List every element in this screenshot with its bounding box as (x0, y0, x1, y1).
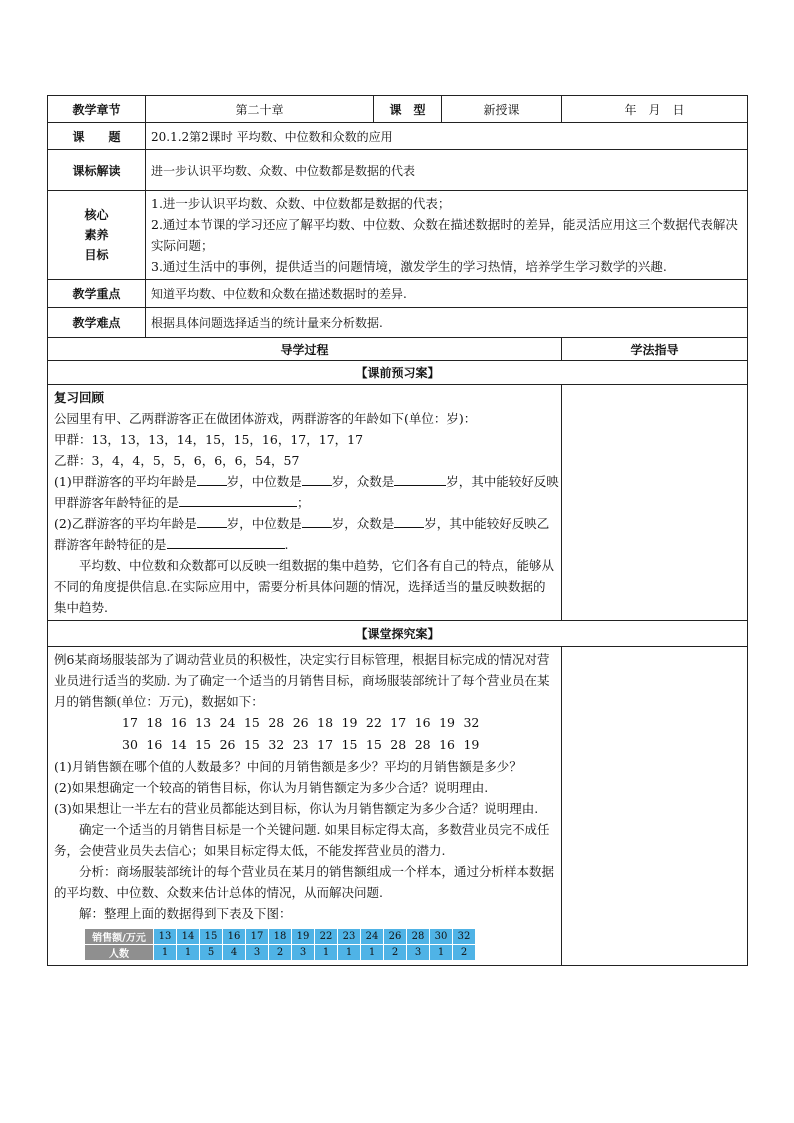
guide-notes-cell (562, 385, 748, 621)
answer-blank[interactable] (394, 473, 446, 486)
core-label-line: 目标 (84, 248, 109, 262)
header-row (48, 96, 748, 123)
sales-amount-cell: 13 (154, 929, 177, 945)
sales-amount-cell: 15 (200, 929, 223, 945)
answer-blank[interactable] (197, 473, 227, 486)
sales-amount-cell: 19 (292, 929, 315, 945)
sales-value: 32 (463, 715, 480, 730)
sales-value: 22 (365, 715, 382, 730)
sales-value: 18 (146, 715, 163, 730)
sales-amount-cell: 16 (223, 929, 246, 945)
sales-value: 14 (170, 737, 187, 752)
sales-value: 17 (390, 715, 407, 730)
sales-value: 13 (195, 715, 212, 730)
people-row (85, 945, 476, 961)
question-text: (1)甲群游客的平均年龄是 (54, 474, 197, 489)
sales-row-label: 销售额/万元 (85, 929, 154, 945)
sales-value: 15 (243, 715, 260, 730)
sales-value: 15 (195, 737, 212, 752)
topic-label: 课 题 (48, 123, 146, 150)
sales-value: 26 (292, 715, 309, 730)
sales-value: 24 (219, 715, 236, 730)
question-text: 岁，众数是 (331, 474, 395, 489)
review-heading: 复习回顾 (54, 390, 105, 405)
key-point-row (48, 280, 748, 308)
explore-paragraph-3: 解：整理上面的数据得到下表及下图： (79, 906, 292, 921)
sales-value: 16 (170, 715, 187, 730)
preview-section-title: 【课前预习案】 (48, 361, 748, 385)
goal-item: 1.进一步认识平均数、众数、中位数都是数据的代表； (151, 196, 451, 211)
preview-body-row (48, 385, 748, 621)
sales-amount-cell: 26 (384, 929, 407, 945)
answer-blank[interactable] (394, 515, 424, 528)
question-1-line-2 (54, 492, 555, 513)
answer-blank[interactable] (179, 494, 297, 507)
explore-title-row (48, 621, 748, 647)
sales-value: 28 (268, 715, 285, 730)
answer-blank[interactable] (167, 536, 285, 549)
goal-item: 3.通过生活中的事例，提供适当的问题情境，激发学生的学习热情，培养学生学习数学的兴趣. (151, 259, 667, 274)
sales-value: 19 (463, 737, 480, 752)
sales-value: 28 (390, 737, 407, 752)
sales-value: 15 (243, 737, 260, 752)
question-2: (2)如果想确定一个较高的销售目标，你认为月销售额定为多少合适？说明理由. (54, 780, 489, 795)
core-goals (146, 191, 748, 280)
process-column-header: 导学过程 (48, 338, 562, 361)
type-value: 新授课 (442, 96, 562, 123)
explore-content (48, 647, 562, 966)
type-label: 课 型 (374, 96, 442, 123)
sales-data-row-2 (54, 734, 555, 756)
question-text: 岁，其中能较好反映 (446, 474, 559, 489)
answer-blank[interactable] (197, 515, 227, 528)
people-count-cell: 3 (246, 945, 269, 961)
standard-value: 进一步认识平均数、众数、中位数都是数据的代表 (146, 150, 748, 191)
punctuation: . (284, 537, 289, 552)
sales-amount-cell: 28 (407, 929, 430, 945)
sales-frequency-table (84, 928, 476, 961)
preview-intro: 公园里有甲、乙两群游客正在做团体游戏，两群游客的年龄如下(单位：岁)： (54, 411, 477, 426)
sales-value: 23 (292, 737, 309, 752)
question-text: 岁，其中能较好反映乙 (424, 516, 550, 531)
people-count-cell: 4 (223, 945, 246, 961)
difficult-point-value: 根据具体问题选择适当的统计量来分析数据. (146, 308, 748, 338)
explore-body-row (48, 647, 748, 966)
sales-value: 16 (439, 737, 455, 752)
people-count-cell: 1 (177, 945, 200, 961)
date-field: 年 月 日 (562, 96, 748, 123)
chapter-label: 教学章节 (48, 96, 146, 123)
sales-value: 32 (268, 737, 285, 752)
sales-value: 16 (414, 715, 431, 730)
people-count-cell: 2 (453, 945, 476, 961)
sales-amount-cell: 14 (177, 929, 200, 945)
sales-value: 28 (414, 737, 431, 752)
sales-amount-cell: 32 (453, 929, 476, 945)
people-count-cell: 2 (269, 945, 292, 961)
people-count-cell: 1 (315, 945, 338, 961)
explore-paragraph-1: 确定一个适当的月销售目标是一个关键问题. 如果目标定得太高，多数营业员完不成任务，会使营业员失去信心；如果目标定得太低，不能发挥营业员的潜力. (54, 822, 550, 858)
sales-amount-cell: 23 (338, 929, 361, 945)
sales-value: 18 (317, 715, 334, 730)
preview-content (48, 385, 562, 621)
example-6-text: 例6某商场服装部为了调动营业员的积极性，决定实行目标管理，根据目标完成的情况对营业员进行适当的奖励. 为了确定一个适当的月销售目标，商场服装部统计了每个营业员在某月的销售额(单位：万元)，数据如下： (54, 652, 550, 709)
sales-amount-cell: 22 (315, 929, 338, 945)
question-text: 岁，众数是 (331, 516, 395, 531)
key-point-label: 教学重点 (48, 280, 146, 308)
sales-value: 30 (122, 737, 138, 752)
sales-row (85, 929, 476, 945)
people-count-cell: 3 (407, 945, 430, 961)
punctuation: ； (297, 495, 310, 510)
goal-item: 2.通过本节课的学习还应了解平均数、中位数、众数在描述数据时的差异，能灵活应用这三个数据代表解决实际问题； (151, 217, 738, 253)
sales-value: 16 (146, 737, 163, 752)
core-label (48, 191, 146, 280)
people-count-cell: 1 (430, 945, 453, 961)
people-count-cell: 1 (361, 945, 384, 961)
sales-amount-cell: 18 (269, 929, 292, 945)
lesson-plan-table (47, 95, 748, 966)
people-count-cell: 5 (200, 945, 223, 961)
sales-value: 15 (341, 737, 358, 752)
question-text: (2)乙群游客的平均年龄是 (54, 516, 197, 531)
people-count-cell: 1 (154, 945, 177, 961)
question-3: (3)如果想让一半左右的营业员都能达到目标，你认为月销售额定为多少合适？说明理由. (54, 801, 539, 816)
preview-title-row (48, 361, 748, 385)
preview-summary: 平均数、中位数和众数都可以反映一组数据的集中趋势，它们各有自己的特点，能够从不同的角度提供信息.在实际应用中，需要分析具体问题的情况，选择适当的量反映数据的集中趋势. (54, 558, 555, 615)
question-text: 岁，中位数是 (226, 516, 302, 531)
difficult-point-row (48, 308, 748, 338)
question-2-line-2 (54, 534, 555, 555)
sales-value: 26 (219, 737, 236, 752)
sales-value: 19 (439, 715, 455, 730)
topic-row (48, 123, 748, 150)
core-label-line: 素养 (84, 228, 109, 242)
people-count-cell: 2 (384, 945, 407, 961)
answer-blank[interactable] (302, 473, 332, 486)
question-text: 甲群游客年龄特征的是 (54, 495, 180, 510)
people-count-cell: 1 (338, 945, 361, 961)
group-a-ages: 甲群：13，13，13，14，15，15，16，17，17，17 (54, 432, 364, 447)
topic-value: 20.1.2第2课时 平均数、中位数和众数的应用 (146, 123, 748, 150)
question-text: 岁，中位数是 (226, 474, 302, 489)
explore-paragraph-2: 分析：商场服装部统计的每个营业员在某月的销售额组成一个样本，通过分析样本数据的平均数、中位数、众数来估计总体的情况，从而解决问题. (54, 864, 555, 900)
sales-value: 17 (317, 737, 334, 752)
core-row (48, 191, 748, 280)
question-text: 群游客年龄特征的是 (54, 537, 167, 552)
sales-amount-cell: 17 (246, 929, 269, 945)
explore-section-title: 【课堂探究案】 (48, 621, 748, 647)
question-1: (1)月销售额在哪个值的人数最多？中间的月销售额是多少？平均的月销售额是多少？ (54, 759, 522, 774)
chapter-value: 第二十章 (146, 96, 374, 123)
group-b-ages: 乙群：3，4，4，5，5，6，6，6，54，57 (54, 453, 300, 468)
sales-value: 17 (122, 715, 138, 730)
column-header-row (48, 338, 748, 361)
sales-amount-cell: 30 (430, 929, 453, 945)
guide-notes-cell (562, 647, 748, 966)
standard-row (48, 150, 748, 191)
core-label-line: 核心 (84, 208, 109, 222)
sales-value: 19 (341, 715, 358, 730)
sales-value: 15 (365, 737, 382, 752)
key-point-value: 知道平均数、中位数和众数在描述数据时的差异. (146, 280, 748, 308)
sales-data-row-1 (54, 712, 555, 734)
difficult-point-label: 教学难点 (48, 308, 146, 338)
question-2-line-1 (54, 513, 555, 534)
answer-blank[interactable] (302, 515, 332, 528)
guide-column-header: 学法指导 (562, 338, 748, 361)
question-1-line-1 (54, 471, 559, 492)
people-row-label: 人数 (85, 945, 154, 961)
sales-amount-cell: 24 (361, 929, 384, 945)
standard-label: 课标解读 (48, 150, 146, 191)
people-count-cell: 3 (292, 945, 315, 961)
